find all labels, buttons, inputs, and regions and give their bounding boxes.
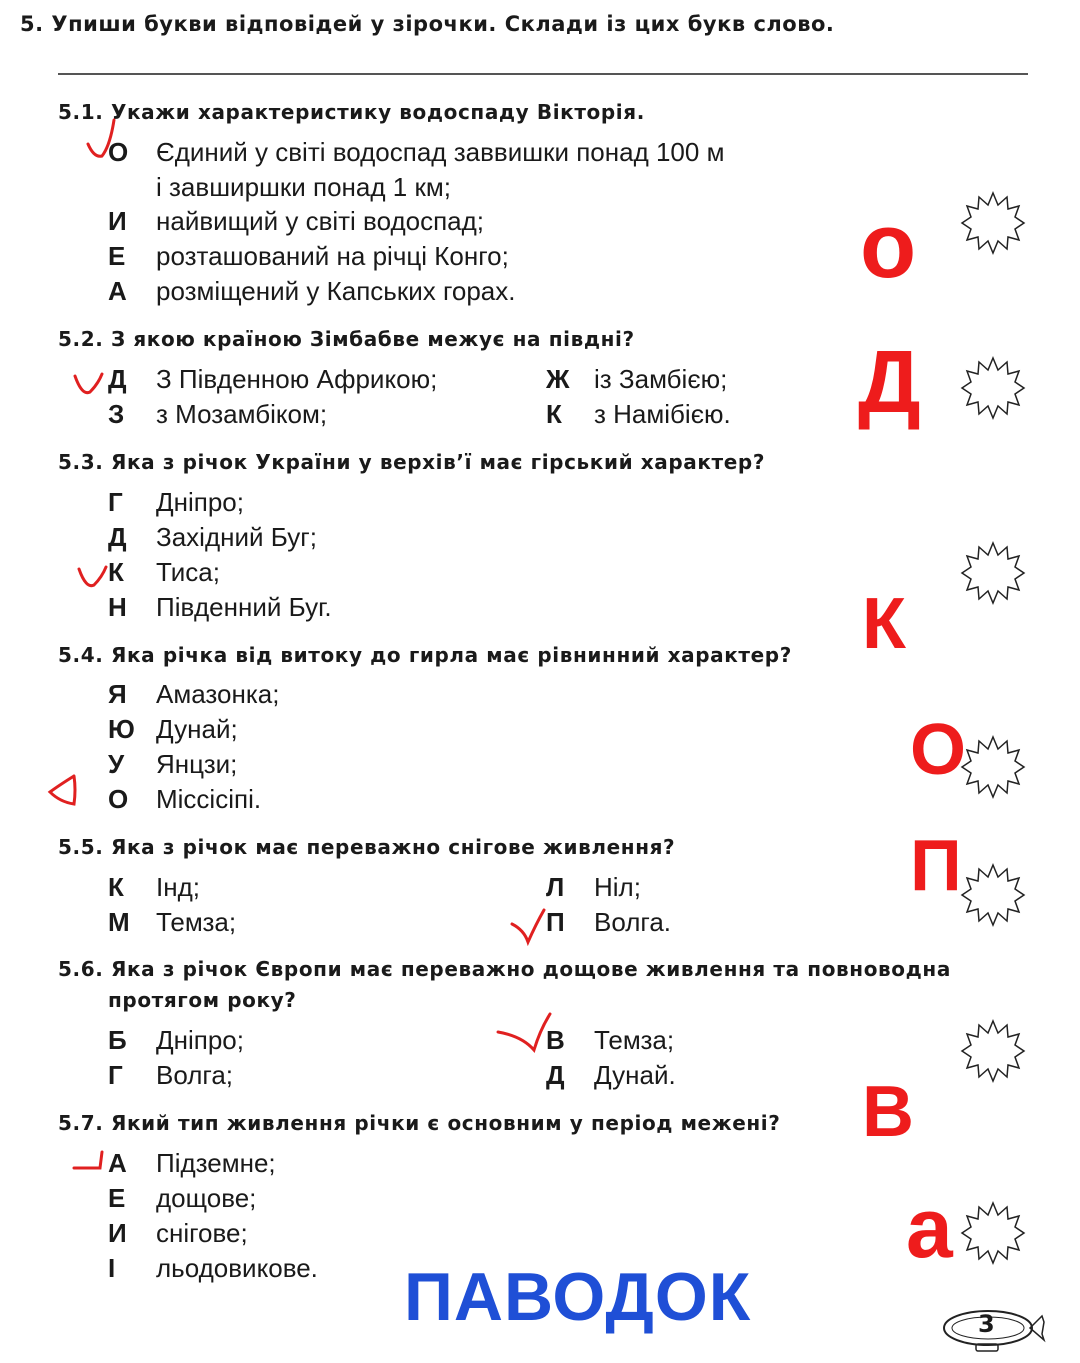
question-5-4-title: 5.4. Яка річка від витоку до гирла має рівнинний характер? (58, 643, 792, 667)
option-text: Темза; (156, 907, 237, 937)
option-5-2-d[interactable] (108, 364, 437, 395)
option-text: з Мозамбіком; (156, 399, 328, 429)
option-text: Амазонка; (156, 679, 280, 709)
option-letter: Я (108, 679, 127, 709)
task-title: 5. Упиши букви відповідей у зірочки. Склади із цих букв слово. (20, 12, 835, 36)
option-5-4-o[interactable] (108, 784, 261, 815)
option-5-1-e[interactable] (108, 241, 509, 272)
divider (58, 73, 1028, 75)
option-5-4-u[interactable] (108, 749, 237, 780)
option-text: Волга; (156, 1060, 233, 1090)
star-answer-box[interactable] (960, 734, 1026, 800)
option-letter: У (108, 749, 125, 779)
page-number: 3 (978, 1310, 995, 1338)
option-5-1-y[interactable] (108, 206, 484, 237)
option-5-7-y[interactable] (108, 1218, 248, 1249)
option-text: розташований на річці Конго; (156, 241, 509, 271)
option-letter: І (108, 1253, 116, 1283)
option-5-5-m[interactable] (108, 907, 236, 938)
option-text: З Південною Африкою; (156, 364, 438, 394)
check-mark-icon (84, 116, 124, 166)
option-5-6-h[interactable] (108, 1060, 233, 1091)
option-text: Волга. (594, 907, 671, 937)
option-letter: Б (108, 1025, 127, 1055)
star-answer-box[interactable] (960, 862, 1026, 928)
option-letter: П (546, 907, 565, 937)
option-letter: Е (108, 1183, 126, 1213)
result-word: ПАВОДОК (404, 1259, 752, 1335)
option-5-2-zh[interactable] (546, 364, 727, 395)
option-text: Західний Буг; (156, 522, 317, 552)
option-letter: К (546, 399, 562, 429)
option-5-3-k[interactable] (108, 557, 220, 588)
option-5-1-o-continuation: і завширшки понад 1 км; (156, 172, 451, 202)
star-answer-box[interactable] (960, 1200, 1026, 1266)
option-text: Південний Буг. (156, 592, 332, 622)
answer-letter-7: а (906, 1181, 953, 1275)
option-letter: А (108, 1148, 127, 1178)
option-text: Темза; (594, 1025, 675, 1055)
option-letter: А (108, 276, 127, 306)
check-mark-icon (44, 772, 84, 808)
question-5-5-title: 5.5. Яка з річок має переважно снігове живлення? (58, 835, 676, 859)
question-5-6-title-line2: протягом року? (108, 988, 297, 1012)
option-text: Дніпро; (156, 487, 244, 517)
star-answer-box[interactable] (960, 190, 1026, 256)
option-letter: Л (546, 872, 565, 902)
option-5-3-d[interactable] (108, 522, 317, 553)
option-letter: Н (108, 592, 127, 622)
option-5-2-k[interactable] (546, 399, 731, 430)
option-letter: Д (546, 1060, 565, 1090)
option-text: льодовикове. (156, 1253, 318, 1283)
option-5-1-a[interactable] (108, 276, 515, 307)
answer-letter-1: о (860, 195, 917, 297)
option-5-7-a[interactable] (108, 1148, 276, 1179)
answer-letter-6: В (862, 1072, 914, 1152)
option-text: дощове; (156, 1183, 257, 1213)
option-text: Ніл; (594, 872, 641, 902)
check-mark-icon (508, 906, 548, 946)
option-letter: О (108, 784, 129, 814)
option-letter: Д (108, 522, 127, 552)
option-letter: З (108, 399, 125, 429)
question-5-1-title: 5.1. Укажи характеристику водоспаду Вікторія. (58, 100, 645, 124)
option-letter: М (108, 907, 130, 937)
question-5-6-title: 5.6. Яка з річок Європи має переважно дощове живлення та повноводна (58, 957, 951, 981)
option-text: Тиса; (156, 557, 220, 587)
option-letter: Г (108, 1060, 123, 1090)
option-text: Янцзи; (156, 749, 238, 779)
option-letter: Ю (108, 714, 135, 744)
option-text: Дніпро; (156, 1025, 244, 1055)
option-letter: Е (108, 241, 126, 271)
option-text: з Намібією. (594, 399, 731, 429)
option-text: Дунай; (156, 714, 238, 744)
option-letter: И (108, 206, 127, 236)
option-letter: И (108, 1218, 127, 1248)
check-mark-icon (72, 370, 108, 400)
question-5-3-title: 5.3. Яка з річок України у верхів’ї має гірський характер? (58, 450, 766, 474)
option-letter: Г (108, 487, 123, 517)
option-letter: К (108, 872, 124, 902)
star-answer-box[interactable] (960, 1018, 1026, 1084)
option-letter: Ж (546, 364, 570, 394)
option-5-7-e[interactable] (108, 1183, 256, 1214)
check-mark-icon (494, 1010, 554, 1054)
star-answer-box[interactable] (960, 355, 1026, 421)
option-5-5-p[interactable] (546, 907, 671, 938)
option-text: Інд; (156, 872, 200, 902)
answer-letter-2: Д (858, 332, 921, 431)
question-5-7-title: 5.7. Який тип живлення річки є основним у період межені? (58, 1111, 781, 1135)
option-5-6-b[interactable] (108, 1025, 244, 1056)
star-answer-box[interactable] (960, 540, 1026, 606)
question-5-2-title: 5.2. З якою країною Зімбабве межує на півдні? (58, 327, 635, 351)
option-text: Дунай. (594, 1060, 676, 1090)
option-text: із Замбією; (594, 364, 728, 394)
check-mark-icon (70, 1148, 110, 1178)
option-text: Підземне; (156, 1148, 276, 1178)
option-5-7-i[interactable] (108, 1253, 318, 1284)
option-5-3-h[interactable] (108, 487, 244, 518)
answer-letter-4: О (910, 710, 967, 790)
option-text: найвищий у світі водоспад; (156, 206, 485, 236)
option-letter: О (108, 137, 129, 167)
option-letter: К (108, 557, 124, 587)
option-5-4-ya[interactable] (108, 679, 279, 710)
option-5-1-o[interactable] (108, 137, 724, 168)
option-text: Єдиний у світі водоспад заввишки понад 100 м (156, 137, 725, 167)
option-5-2-z[interactable] (108, 399, 327, 430)
option-5-5-l[interactable] (546, 872, 641, 903)
option-5-6-v[interactable] (546, 1025, 674, 1056)
answer-letter-3: К (862, 584, 906, 664)
option-text: розміщений у Капських горах. (156, 276, 516, 306)
answer-letter-5: П (910, 826, 962, 906)
option-5-6-d[interactable] (546, 1060, 676, 1091)
check-mark-icon (76, 563, 112, 593)
option-5-5-k[interactable] (108, 872, 200, 903)
option-5-3-n[interactable] (108, 592, 332, 623)
option-5-4-yu[interactable] (108, 714, 238, 745)
option-text: снігове; (156, 1218, 248, 1248)
option-letter: В (546, 1025, 565, 1055)
option-letter: Д (108, 364, 127, 394)
option-text: Міссісіпі. (156, 784, 262, 814)
